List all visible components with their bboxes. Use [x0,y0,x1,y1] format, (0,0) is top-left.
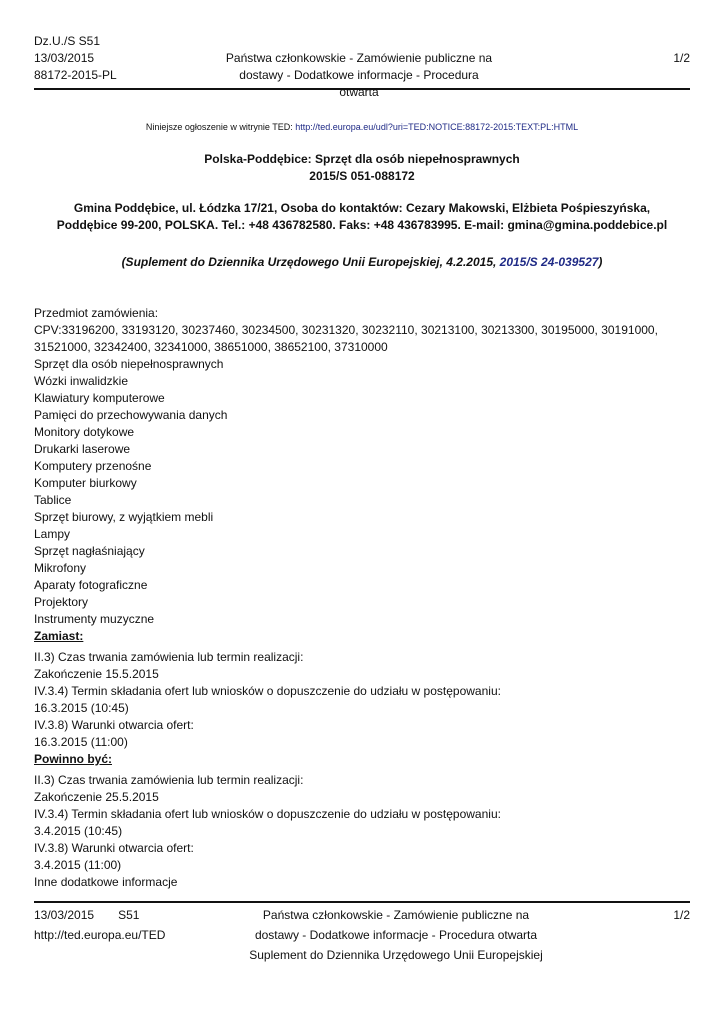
header-page-number: 1/2 [673,51,690,65]
list-item: Sprzęt dla osób niepełnosprawnych [34,357,224,371]
cpv-codes: CPV:33196200, 33193120, 30237460, 30234500, 30231320, 30232110, 30213100, 30213300, 30195000, 30191000, 31521000, 32342400, 32341000, 38651000, 38652100, 37310000 [34,323,658,354]
contact-line1: Gmina Poddębice, ul. Łódzka 17/21, Osoba do kontaktów: Cezary Makowski, Elżbieta Pośpieszyńska, [73,201,651,215]
list-item: Klawiatury komputerowe [34,391,165,405]
footer-reference [34,905,165,945]
header-type-line1: Państwa członkowskie - Zamówienie publiczne na [225,51,493,65]
notice-body [34,305,694,891]
notice-title-line: Polska-Poddębice: Sprzęt dla osób niepełnosprawnych [204,152,520,166]
page-footer [34,901,690,963]
list-item: Wózki inwalidzkie [34,374,129,388]
notice-number: 2015/S 051-088172 [309,169,415,183]
instead-heading: Zamiast: [34,629,84,643]
list-item: Drukarki laserowe [34,442,131,456]
should-be-line: IV.3.8) Warunki otwarcia ofert: [34,841,194,855]
supplement-link[interactable]: 2015/S 24-039527 [499,255,599,269]
list-item: Sprzęt nagłaśniający [34,544,145,558]
should-be-line: IV.3.4) Termin składania ofert lub wniosków o dopuszczenie do udziału w postępowaniu: [34,807,501,821]
supplement-prefix: (Suplement do Dziennika Urzędowego Unii Europejskiej, 4.2.2015, [121,255,500,269]
footer-page-number: 1/2 [673,908,690,922]
footer-url[interactable]: http://ted.europa.eu/TED [34,928,166,942]
item-list [34,356,694,628]
list-item: Aparaty fotograficzne [34,578,148,592]
list-item: Lampy [34,527,71,541]
list-item: Pamięci do przechowywania danych [34,408,228,422]
subject-label: Przedmiot zamówienia: [34,306,159,320]
should-be-section [34,772,694,891]
contact-line2: Poddębice 99-200, POLSKA. Tel.: +48 436782580. Faks: +48 436783995. E-mail: gmina@gmina.poddebice.pl [56,218,668,232]
header-notice-number: 88172-2015-PL [34,68,117,82]
should-be-heading: Powinno być: [34,752,112,766]
header-date: 13/03/2015 [34,51,95,65]
list-item: Sprzęt biurowy, z wyjątkiem mebli [34,510,214,524]
instead-line: IV.3.4) Termin składania ofert lub wniosków o dopuszczenie do udziału w postępowaniu: [34,684,501,698]
should-be-line: 3.4.2015 (11:00) [34,858,122,872]
list-item: Monitory dotykowe [34,425,135,439]
list-item: Tablice [34,493,72,507]
notice-title [34,151,690,185]
header-type-line2: dostawy - Dodatkowe informacje - Procedura otwarta [239,68,479,99]
supplement-reference [34,254,690,271]
instead-line: 16.3.2015 (10:45) [34,701,129,715]
footer-type-line1: Państwa członkowskie - Zamówienie publiczne na [262,908,530,922]
page-header [34,32,690,99]
header-reference [34,33,117,84]
ted-notice-link[interactable]: http://ted.europa.eu/udl?uri=TED:NOTICE:88172-2015:TEXT:PL:HTML [295,122,579,132]
should-be-line: Inne dodatkowe informacje [34,875,178,889]
should-be-line: 3.4.2015 (10:45) [34,824,123,838]
instead-line: Zakończenie 15.5.2015 [34,667,159,681]
ted-notice-line [34,122,690,132]
list-item: Projektory [34,595,89,609]
footer-notice-type [184,905,608,965]
should-be-line: Zakończenie 25.5.2015 [34,790,159,804]
ted-notice-prefix: Niniejsze ogłoszenie w witrynie TED: [145,122,296,132]
instead-line: 16.3.2015 (11:00) [34,735,128,749]
instead-line: IV.3.8) Warunki otwarcia ofert: [34,718,194,732]
footer-supplement: Suplement do Dziennika Urzędowego Unii Europejskiej [249,948,543,962]
list-item: Komputer biurkowy [34,476,137,490]
header-journal-ref: Dz.U./S S51 [34,34,101,48]
should-be-line: II.3) Czas trwania zamówienia lub termin realizacji: [34,773,304,787]
list-item: Instrumenty muzyczne [34,612,155,626]
instead-line: II.3) Czas trwania zamówienia lub termin realizacji: [34,650,304,664]
supplement-suffix: ) [598,255,603,269]
header-notice-type [224,50,494,101]
footer-series: S51 [118,908,140,922]
contracting-authority [34,200,690,234]
list-item: Mikrofony [34,561,87,575]
list-item: Komputery przenośne [34,459,152,473]
footer-type-line2: dostawy - Dodatkowe informacje - Procedura otwarta [254,928,538,942]
instead-section [34,649,694,751]
footer-date: 13/03/2015 [34,908,95,922]
